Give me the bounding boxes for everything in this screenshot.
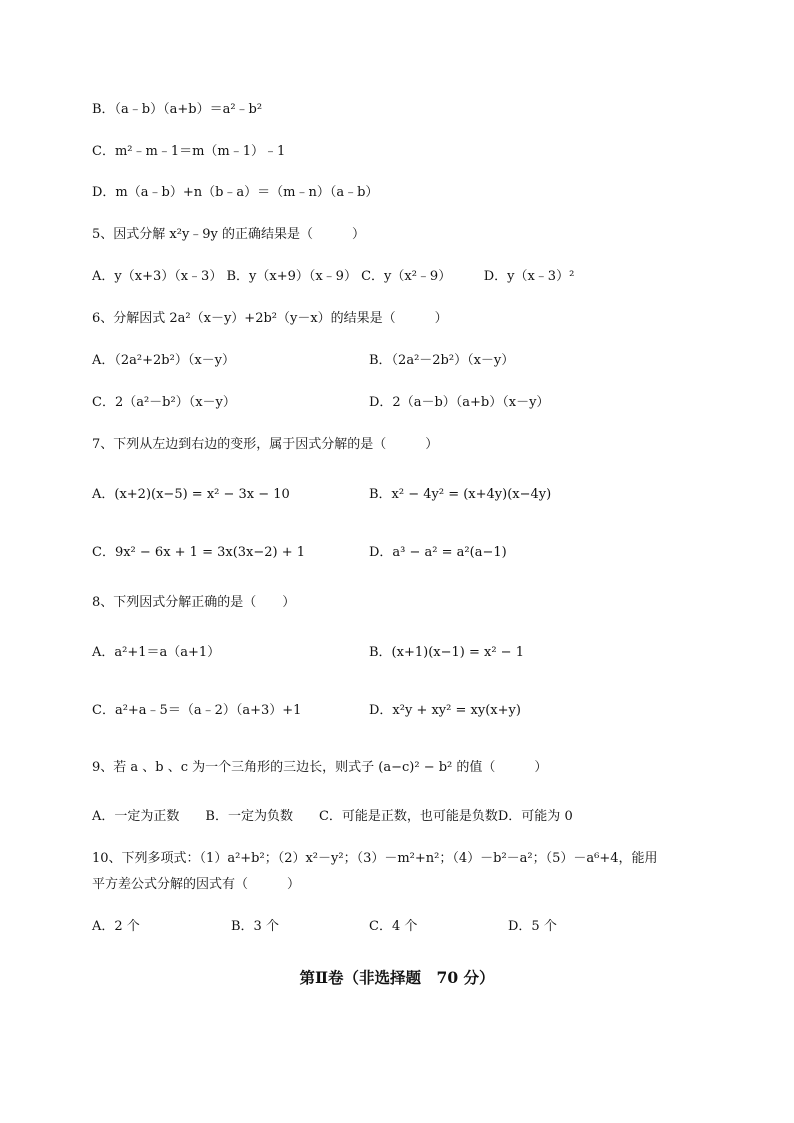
question-10-line1: 10、下列多项式：（1）a²+b²；（2）x²－y²；（3）－m²+n²；（4）－b²－a²；（5）－a⁶+4，能用 — [92, 851, 658, 866]
q6-option-b: B．（2a²－2b²）（x－y） — [369, 353, 515, 368]
question-9-options: A．一定为正数 B．一定为负数 C．可能是正数，也可能是负数D．可能为 0 — [92, 809, 573, 824]
q10-option-a: A．2 个 — [92, 919, 140, 934]
q7-option-a: A．(x+2)(x−5) = x² − 3x − 10 — [92, 487, 290, 502]
question-8: 8、下列因式分解正确的是（ ） — [92, 595, 296, 610]
q6-option-a: A．（2a²+2b²）（x－y） — [92, 353, 235, 368]
q8-option-a: A．a²+1＝a（a+1） — [92, 645, 221, 660]
q6-option-c: C．2（a²－b²）（x－y） — [92, 395, 236, 410]
q8-option-d: D．x²y + xy² = xy(x+y) — [369, 703, 521, 718]
question-5-options: A．y（x+3）（x﹣3） B．y（x+9）（x﹣9） C．y（x²﹣9） D．y（x﹣3）² — [92, 269, 575, 284]
q10-option-d: D．5 个 — [508, 919, 557, 934]
q10-option-c: C．4 个 — [369, 919, 418, 934]
question-6: 6、分解因式 2a²（x－y）+2b²（y－x）的结果是（ ） — [92, 311, 448, 326]
q10-option-b: B．3 个 — [231, 919, 279, 934]
question-7: 7、下列从左边到右边的变形，属于因式分解的是（ ） — [92, 437, 439, 452]
q8-option-c: C．a²+a﹣5＝（a﹣2）（a+3）+1 — [92, 703, 302, 718]
q7-option-d: D．a³ − a² = a²(a−1) — [369, 545, 507, 560]
option-d-q4: D．m（a﹣b）+n（b﹣a）＝（m﹣n）（a﹣b） — [92, 185, 379, 200]
q7-option-c: C．9x² − 6x + 1 = 3x(3x−2) + 1 — [92, 545, 306, 560]
section-title: 第Ⅱ卷（非选择题 70 分） — [299, 968, 495, 987]
q8-option-b: B．(x+1)(x−1) = x² − 1 — [369, 645, 524, 660]
question-5: 5、因式分解 x²y﹣9y 的正确结果是（ ） — [92, 227, 366, 242]
q6-option-d: D．2（a－b）（a+b）（x－y） — [369, 395, 550, 410]
q7-option-b: B．x² − 4y² = (x+4y)(x−4y) — [369, 487, 552, 502]
question-10-line2: 平方差公式分解的因式有（ ） — [92, 877, 301, 892]
option-c-q4: C．m²﹣m﹣1＝m（m﹣1）﹣1 — [92, 144, 286, 159]
option-b-q4: B．（a﹣b）（a+b）＝a²﹣b² — [92, 102, 263, 117]
question-9: 9、若 a 、b 、c 为一个三角形的三边长，则式子 (a−c)² − b² 的值（ ） — [92, 760, 548, 775]
